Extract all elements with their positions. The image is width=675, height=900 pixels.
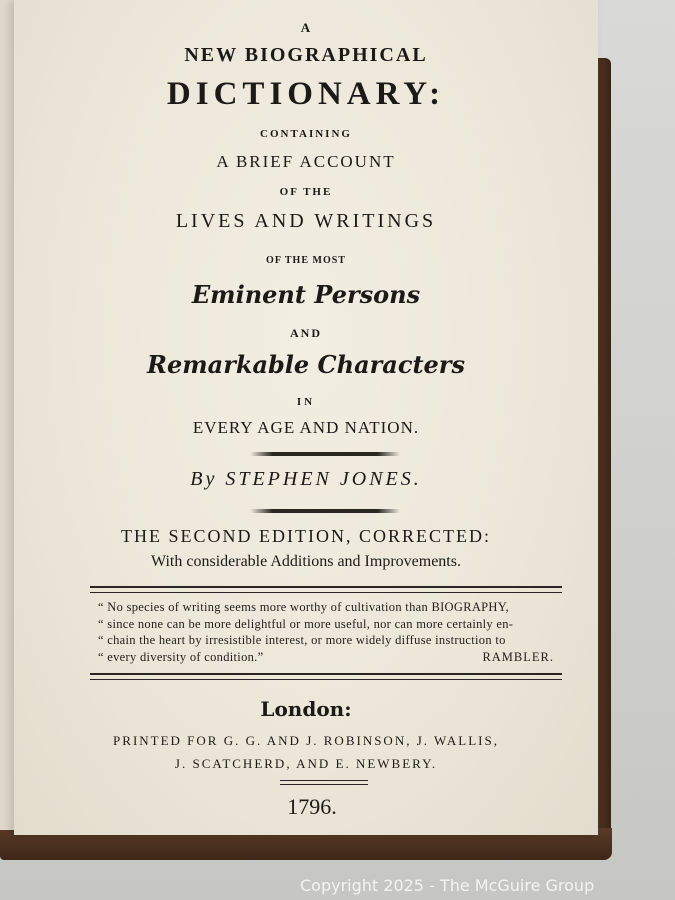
title-of-the: OF THE: [279, 186, 333, 198]
author-line: By STEPHEN JONES.: [190, 468, 422, 490]
quote-line-4: “ every diversity of condition.”: [98, 649, 264, 664]
title-in: IN: [296, 396, 316, 408]
year-line: 1796.: [287, 794, 337, 819]
year-rule: [280, 780, 368, 781]
ornament-rule-2: [250, 509, 400, 513]
city-line: London:: [260, 697, 352, 721]
title-and: AND: [290, 326, 322, 340]
printer-line-1: PRINTED FOR G. G. AND J. ROBINSON, J. WALLIS,: [113, 733, 499, 748]
quote-line-2: “ since none can be more delightful or more useful, nor can more certainly en-: [98, 616, 514, 631]
title-remarkable-characters: Remarkable Characters: [147, 350, 465, 379]
quote-rule-top: [90, 586, 562, 593]
title-containing: CONTAINING: [260, 128, 352, 140]
title-new-biographical: NEW BIOGRAPHICAL: [184, 44, 428, 66]
quote-rule-bottom: [90, 673, 562, 680]
title-every-age: EVERY AGE AND NATION.: [192, 418, 420, 437]
quote-line-1: “ No species of writing seems more worthy of cultivation than BIOGRAPHY,: [98, 600, 509, 614]
additions-line: With considerable Additions and Improvements.: [151, 553, 461, 570]
edition-line: THE SECOND EDITION, CORRECTED:: [121, 526, 491, 546]
ornament-rule-1: [250, 452, 400, 456]
quote-line-3: “ chain the heart by irresistible interest, or more widely diffuse instruction to: [98, 633, 506, 647]
year-rule-2: [280, 784, 368, 785]
title-eminent-persons: Eminent Persons: [191, 280, 421, 309]
title-brief-account: A BRIEF ACCOUNT: [216, 152, 396, 171]
copyright-watermark: Copyright 2025 - The McGuire Group: [300, 876, 595, 895]
title-of-the-most: OF THE MOST: [266, 255, 346, 266]
title-page: [14, 0, 598, 835]
printer-line-2: J. SCATCHERD, AND E. NEWBERY.: [174, 756, 438, 771]
title-lives-writings: LIVES AND WRITINGS: [175, 210, 437, 232]
quote-block: [98, 599, 568, 665]
title-article: A: [300, 20, 312, 35]
quote-source: RAMBLER.: [482, 649, 554, 664]
title-dictionary: DICTIONARY:: [166, 76, 446, 112]
